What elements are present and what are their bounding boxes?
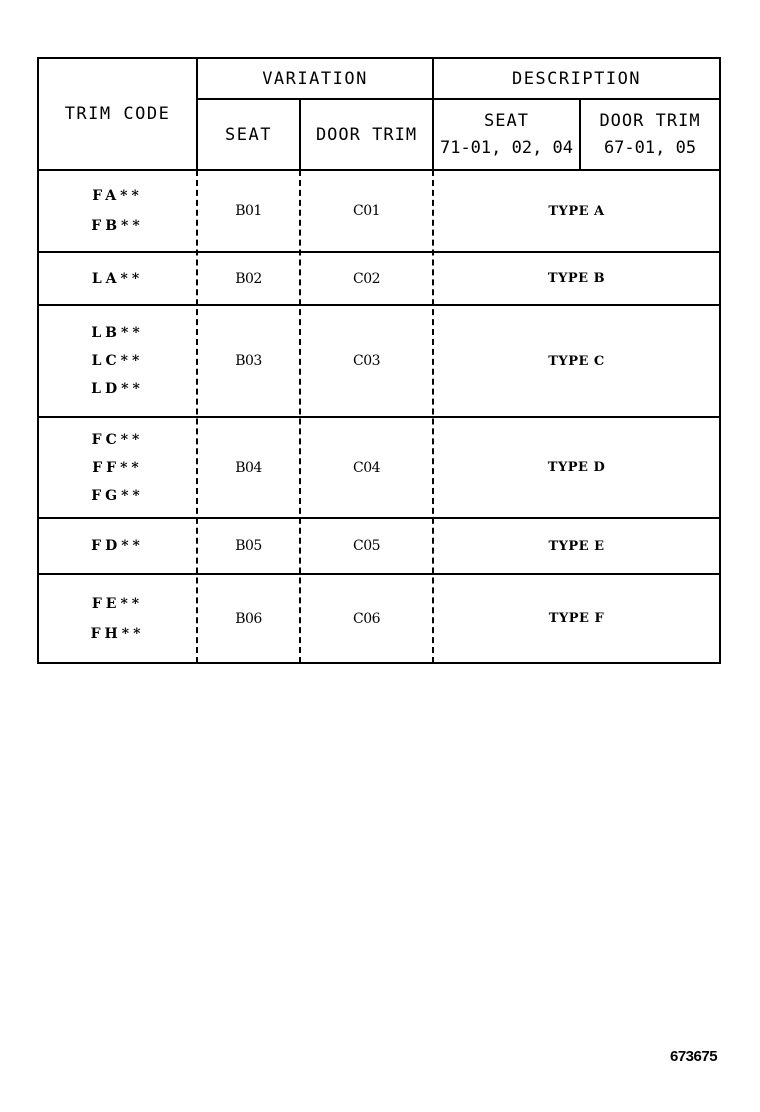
door-variation: C04: [352, 459, 381, 476]
trim-code: FA**: [92, 188, 143, 204]
table-row-trim-codes: [39, 575, 196, 662]
table-row-trim-codes: [39, 418, 196, 517]
seat-variation: B05: [235, 538, 262, 554]
table-row-trim-codes: [39, 171, 196, 251]
desc-seat-ref: 71-01, 02, 04: [439, 137, 574, 158]
trim-code: FG**: [91, 487, 144, 504]
desc-seat-title: SEAT: [484, 110, 529, 131]
trim-code: FD**: [91, 538, 144, 554]
header-seat: SEAT: [225, 124, 272, 145]
table-row-trim-codes: [39, 253, 196, 304]
header-door-trim: DOOR TRIM: [315, 124, 418, 145]
header-desc-seat: [434, 100, 579, 169]
header-description: DESCRIPTION: [511, 68, 642, 89]
figure-number: 673675: [670, 1048, 718, 1065]
type-description: TYPE C: [548, 353, 605, 369]
door-variation: C03: [352, 353, 381, 369]
door-variation: C05: [352, 538, 381, 554]
trim-code: FE**: [91, 595, 144, 612]
trim-variation-table: [37, 57, 721, 664]
header-trim-code: TRIM CODE: [64, 104, 171, 124]
desc-door-ref: 67-01, 05: [603, 137, 697, 158]
trim-code: FC**: [91, 431, 144, 448]
door-variation: C02: [352, 270, 381, 287]
type-description: TYPE A: [548, 203, 605, 219]
seat-variation: B04: [235, 459, 262, 476]
trim-code: FB**: [91, 218, 144, 234]
door-variation: C06: [352, 610, 381, 627]
desc-door-title: DOOR TRIM: [599, 110, 701, 131]
type-description: TYPE F: [548, 611, 605, 626]
seat-variation: B06: [235, 610, 262, 627]
trim-code: LC**: [91, 353, 144, 369]
seat-variation: B01: [235, 203, 262, 219]
trim-code: LA**: [91, 270, 144, 287]
trim-code: LD**: [91, 381, 144, 397]
seat-variation: B03: [235, 353, 262, 369]
table-bottom-border: [37, 662, 721, 664]
table-row-trim-codes: [39, 306, 196, 416]
seat-variation: B02: [235, 270, 262, 287]
type-description: TYPE D: [547, 460, 606, 475]
type-description: TYPE B: [547, 271, 606, 286]
table-row-trim-codes: [39, 519, 196, 573]
trim-code: LB**: [91, 325, 144, 341]
trim-code: FH**: [90, 625, 145, 642]
type-description: TYPE E: [548, 538, 605, 554]
trim-code: FF**: [92, 459, 143, 476]
header-desc-door: [581, 100, 719, 169]
door-variation: C01: [352, 203, 381, 219]
header-variation: VARIATION: [262, 68, 368, 89]
